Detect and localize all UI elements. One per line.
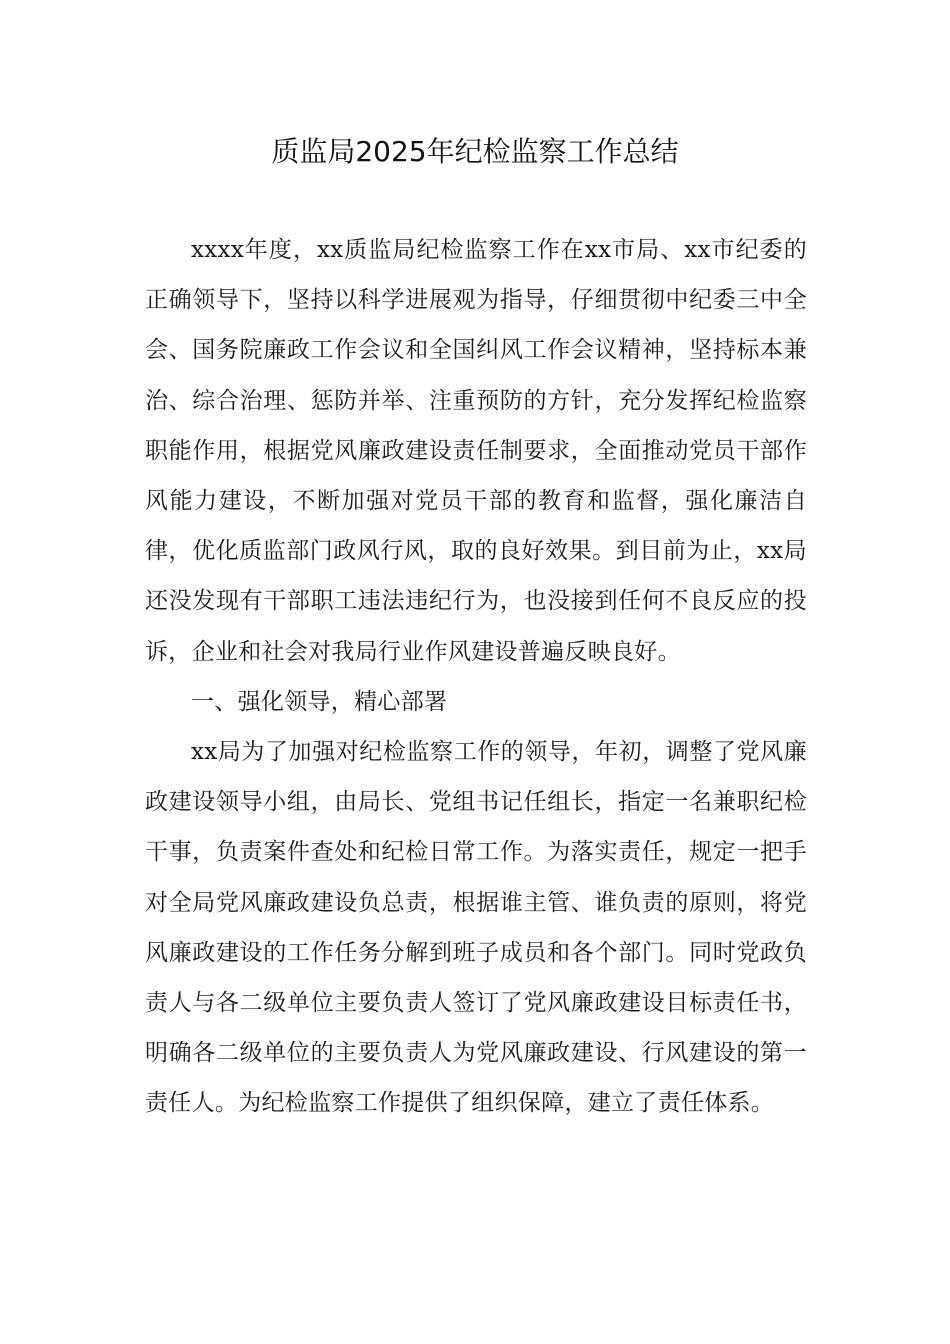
document-title: 质监局2025年纪检监察工作总结 — [271, 135, 679, 168]
section-1-heading: 一、强化领导，精心部署 — [191, 688, 448, 715]
section-1-paragraph: xx局为了加强对纪检监察工作的领导，年初，调整了党风廉政建设领导小组，由局长、党组书记任组长，指定一名兼职纪检干事，负责案件查处和纪检日常工作。为落实责任，规定一把手对全局党风廉政建设负总责，根据谁主管、谁负责的原则，将党风廉政建设的工作任务分解到班子成员和各个部门。同时党政负责人与各二级单位主要负责人签订了党风廉政建设目标责任书，明确各二级单位的主要负责人为党风廉政建设、行风建设的第一责任人。为纪检监察工作提供了组织保障，建立了责任体系。 — [145, 739, 807, 1117]
intro-paragraph: xxxx年度，xx质监局纪检监察工作在xx市局、xx市纪委的正确领导下，坚持以科学进展观为指导，仔细贯彻中纪委三中全会、国务院廉政工作会议和全国纠风工作会议精神，坚持标本兼治、综合治理、惩防并举、注重预防的方针，充分发挥纪检监察职能作用，根据党风廉政建设责任制要求，全面推动党员干部作风能力建设，不断加强对党员干部的教育和监督，强化廉洁自律，优化质监部门政风行风，取的良好效果。到目前为止，xx局还没发现有干部职工违法违纪行为，也没接到任何不良反应的投诉，企业和社会对我局行业作风建设普遍反映良好。 — [145, 237, 807, 665]
document-body — [145, 225, 807, 1129]
